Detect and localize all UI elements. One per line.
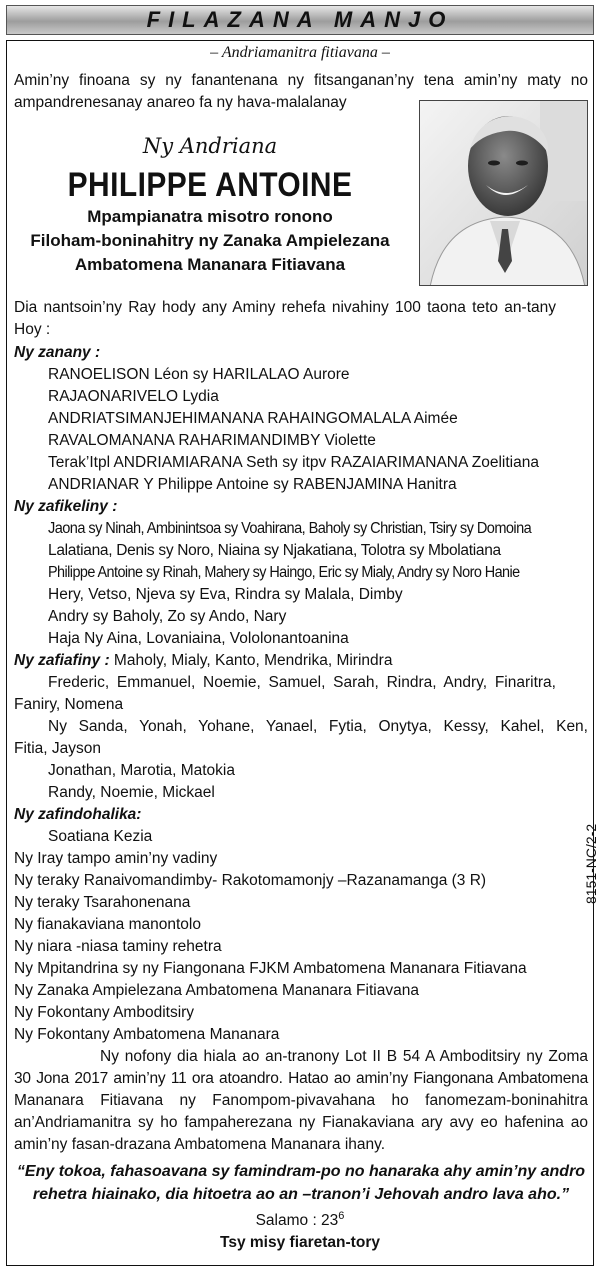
funeral-line-2: 30 Jona 2017 amin’ny 11 ora atoandro. Hatao ao amin’ny Fiangonana Ambatomena	[14, 1070, 588, 1087]
other-mourner: Ny Mpitandrina sy ny Fiangonana FJKM Ambatomena Mananara Fitiavana	[14, 960, 527, 977]
child-item: Terak’Itpl ANDRIAMIARANA Seth sy itpv RAZAIARIMANANA Zoelitiana	[48, 454, 539, 471]
other-mourner: Ny Zanaka Ampielezana Ambatomena Mananara Fitiavana	[14, 982, 419, 999]
other-mourner: Ny Iray tampo amin’ny vadiny	[14, 850, 218, 867]
side-reference: 8151-NC/2-2	[583, 823, 599, 904]
header-title: FILAZANA MANJO	[146, 7, 454, 32]
funeral-line-3: Mananara Fitiavana ny Fanompom-pivavahana ho fanomezam-boninahitra	[14, 1092, 588, 1109]
grandchildren-label: Ny zafikeliny :	[14, 498, 118, 515]
portrait-photo	[419, 100, 588, 286]
deceased-name: PHILIPPE ANTOINE	[67, 166, 353, 204]
great-grandchild-line: Randy, Noemie, Mickael	[48, 784, 215, 801]
funeral-line-4: an’Andriamanitra sy ho fampaherezana ny Fianakaviana ary avy eo hafenina ao	[14, 1114, 588, 1131]
intro-line-2: ampandrenesanay anareo fa ny hava-malalanay	[14, 94, 347, 111]
funeral-line-5: amin’ny fasan-drazana Ambatomena Mananara ihany.	[14, 1136, 386, 1153]
grandchild-item: Jaona sy Ninah, Ambinintsoa sy Voahirana, Baholy sy Christian, Tsiry sy Domoina	[48, 520, 532, 537]
scripture-quote-line-2: rehetra hiainako, dia hitoetra ao an –tranon’i Jehovah andro lava aho.”	[32, 1186, 570, 1203]
psalm-ref: Salamo : 23	[255, 1212, 339, 1230]
grandchild-item: Andry sy Baholy, Zo sy Ando, Nary	[48, 608, 287, 625]
child-item: ANDRIANAR Y Philippe Antoine sy RABENJAMINA Hanitra	[48, 476, 457, 493]
header-banner	[6, 5, 594, 35]
deceased-title-1: Mpampianatra misotro ronono	[87, 207, 333, 226]
deceased-title-2: Filoham-boninahitry ny Zanaka Ampielezana	[30, 231, 390, 250]
honorific-prefix: Ny Andriana	[142, 134, 278, 158]
grandchild-item: Philippe Antoine sy Rinah, Mahery sy Haingo, Eric sy Mialy, Andry sy Noro Hanie	[48, 564, 520, 581]
great-grandchild-line: Ny Sanda, Yonah, Yohane, Yanael, Fytia, Onytya, Kessy, Kahel, Ken,	[48, 718, 588, 735]
children-label: Ny zanany :	[14, 344, 101, 361]
deceased-title-3: Ambatomena Mananara Fitiavana	[74, 255, 346, 274]
child-item: RAVALOMANANA RAHARIMANDIMBY Violette	[48, 432, 376, 449]
child-item: ANDRIATSIMANJEHIMANANA RAHAINGOMALALA Aimée	[48, 410, 458, 427]
child-item: RANOELISON Léon sy HARILALAO Aurore	[48, 366, 350, 383]
epigraph: – Andriamanitra fitiavana –	[210, 44, 390, 61]
great-grandchild-line: Frederic, Emmanuel, Noemie, Samuel, Sarah, Rindra, Andry, Finaritra,	[48, 674, 556, 691]
grandchild-item: Lalatiana, Denis sy Noro, Niaina sy Njakatiana, Tolotra sy Mbolatiana	[48, 542, 501, 559]
child-item: RAJAONARIVELO Lydia	[48, 388, 219, 405]
other-mourner: Ny Fokontany Ambatomena Mananara	[14, 1026, 280, 1043]
scripture-quote-line-1: “Eny tokoa, fahasoavana sy famindram-po no hanaraka ahy amin’ny andro	[16, 1163, 586, 1180]
announcement-line-1: Dia nantsoin’ny Ray hody any Aminy rehefa nivahiny 100 taona teto an-tany	[14, 299, 556, 316]
intro-line-1: Amin’ny finoana sy ny fanantenana ny fitsanganan’ny tena amin’ny maty no	[14, 72, 588, 89]
funeral-line-1: Ny nofony dia hiala ao an-tranony Lot II B 54 A Amboditsiry ny Zoma	[100, 1048, 588, 1065]
other-mourner: Ny teraky Ranaivomandimby- Rakotomamonjy –Razanamanga (3 R)	[14, 872, 487, 889]
psalm-reference	[0, 1210, 600, 1230]
great-grandchild-line: Fitia, Jayson	[14, 740, 102, 757]
footer-note: Tsy misy fiaretan-tory	[220, 1234, 380, 1251]
other-mourner: Ny fianakaviana manontolo	[14, 916, 201, 933]
great-great-label: Ny zafindohalika:	[14, 806, 142, 823]
great-grandchildren-first: Maholy, Mialy, Kanto, Mendrika, Mirindra	[109, 652, 393, 669]
other-mourner: Ny Fokontany Amboditsiry	[14, 1004, 195, 1021]
great-grandchildren-label: Ny zafiafiny :	[14, 652, 110, 669]
grandchild-item: Hery, Vetso, Njeva sy Eva, Rindra sy Malala, Dimby	[48, 586, 403, 603]
other-mourner: Ny teraky Tsarahonenana	[14, 894, 191, 911]
portrait-image	[420, 101, 588, 286]
great-grandchild-line: Faniry, Nomena	[14, 696, 124, 713]
great-grandchild-line: Jonathan, Marotia, Matokia	[48, 762, 235, 779]
great-great-item: Soatiana Kezia	[48, 828, 153, 845]
psalm-verse: 6	[338, 1210, 345, 1222]
announcement-line-2: Hoy :	[14, 321, 51, 338]
grandchild-item: Haja Ny Aina, Lovaniaina, Vololonantoanina	[48, 630, 349, 647]
great-grandchildren-line	[14, 652, 392, 670]
other-mourner: Ny niara -niasa taminy rehetra	[14, 938, 222, 955]
